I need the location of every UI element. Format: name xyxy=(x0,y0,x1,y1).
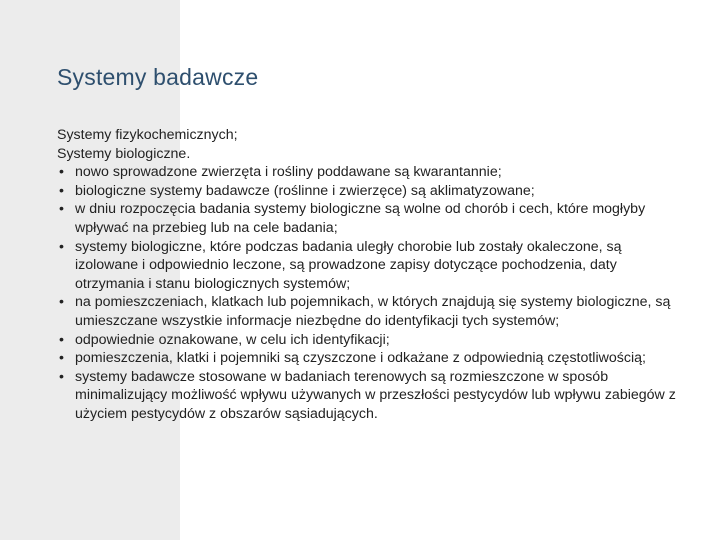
bullet-item: • na pomieszczeniach, klatkach lub pojemnikach, w których znajdują się systemy biologiczne, są umieszczane wszystkie informacje niezbędne do identyfikacji tych systemów; xyxy=(57,293,677,330)
intro-line: Systemy fizykochemicznych; xyxy=(57,127,238,143)
slide-content xyxy=(57,126,677,424)
bullet-item: • pomieszczenia, klatki i pojemniki są czyszczone i odkażane z odpowiednią częstotliwością; xyxy=(57,349,677,368)
bullet-list xyxy=(57,163,677,423)
slide-title: Systemy badawcze xyxy=(57,64,259,90)
bullet-item: • systemy biologiczne, które podczas badania uległy chorobie lub zostały okaleczone, są izolowane i odpowiednio leczone, są prowadzone zapisy dotyczące pochodzenia, daty otrzymania i stanu biologicznych systemów; xyxy=(57,238,677,294)
bullet-item: • nowo sprowadzone zwierzęta i rośliny poddawane są kwarantannie; xyxy=(57,163,677,182)
bullet-item: • biologiczne systemy badawcze (roślinne i zwierzęce) są aklimatyzowane; xyxy=(57,182,677,201)
intro-line: Systemy biologiczne. xyxy=(57,145,191,162)
bullet-item: • w dniu rozpoczęcia badania systemy biologiczne są wolne od chorób i cech, które mogłyby wpływać na przebieg lub na cele badania; xyxy=(57,200,677,237)
bullet-item: • odpowiednie oznakowane, w celu ich identyfikacji; xyxy=(57,331,677,350)
bullet-item: • systemy badawcze stosowane w badaniach terenowych są rozmieszczone w sposób minimalizujący możliwość wpływu używanych w przeszłości pestycydów lub wpływu zabiegów z użyciem pestycydów z obszarów sąsiadujących. xyxy=(57,368,677,424)
